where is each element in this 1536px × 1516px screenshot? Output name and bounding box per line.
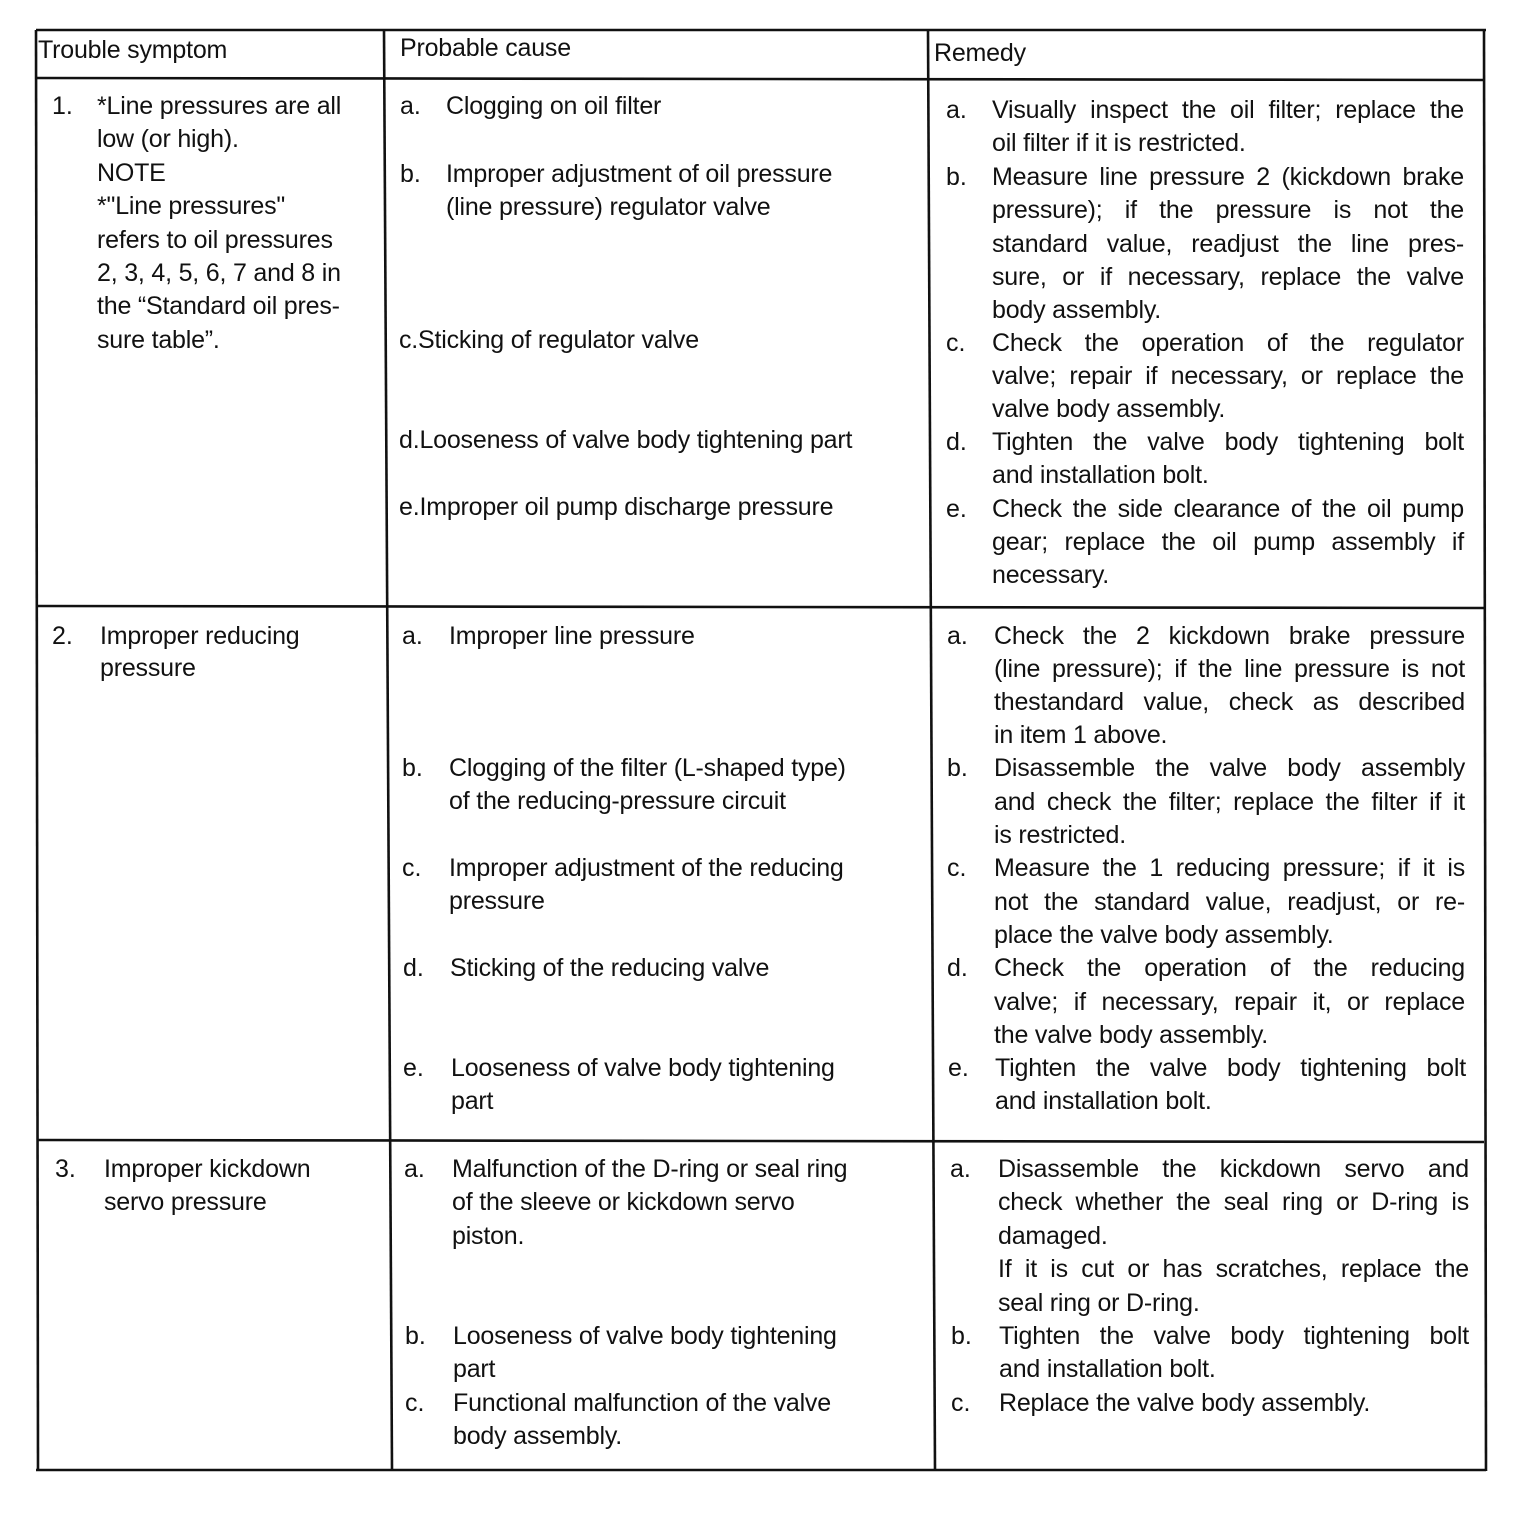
row-number: 1. [52,92,73,120]
remedy-line: is restricted. [994,821,1126,849]
symptom-line: sure table”. [97,326,220,354]
cause-letter: d. [403,954,424,982]
cause-line: of the sleeve or kickdown servo [452,1188,795,1216]
remedy-line: If it is cut or has scratches, replace the [998,1255,1469,1283]
remedy-line: Measure the 1 reducing pressure; if it is [994,854,1465,882]
remedy-line: thestandard value, check as described [994,688,1465,716]
cause-line: Functional malfunction of the valve [453,1389,831,1417]
cause-letter: a. [400,92,421,120]
remedy-line: gear; replace the oil pump assembly if [992,528,1464,556]
remedy-letter: c. [946,329,966,357]
symptom-line: the “Standard oil pres- [97,292,340,320]
remedy-letter: d. [946,428,967,456]
remedy-letter: e. [948,1054,969,1082]
cause-line: Clogging of the filter (L-shaped type) [449,754,846,782]
remedy-letter: b. [951,1322,972,1350]
remedy-letter: c. [951,1389,971,1417]
cause-line: Clogging on oil filter [446,92,662,120]
remedy-line: Visually inspect the oil filter; replace the [992,96,1464,124]
cause-letter: e. [403,1054,424,1082]
symptom-line: servo pressure [104,1188,267,1216]
cause-line: of the reducing-pressure circuit [449,787,786,815]
remedy-letter: a. [947,622,968,650]
remedy-line: place the valve body assembly. [994,921,1334,949]
cause-line: body assembly. [453,1422,623,1450]
symptom-line: NOTE [97,159,166,187]
header-probable-cause: Probable cause [400,34,571,62]
remedy-line: and installation bolt. [995,1087,1212,1115]
remedy-line: seal ring or D-ring. [998,1289,1200,1317]
cause-line: part [451,1087,494,1115]
row-number: 3. [55,1155,76,1183]
remedy-line: body assembly. [992,296,1162,324]
remedy-line: and check the filter; replace the filter if it [994,788,1465,816]
remedy-line: Check the 2 kickdown brake pressure [994,622,1465,650]
remedy-line: Tighten the valve body tightening bolt [999,1322,1469,1350]
remedy-letter: c. [947,854,967,882]
remedy-line: Replace the valve body assembly. [999,1389,1371,1417]
remedy-letter: a. [950,1155,971,1183]
remedy-line: the valve body assembly. [994,1021,1269,1049]
remedy-line: and installation bolt. [992,461,1209,489]
row-number: 2. [52,622,73,650]
remedy-line: Check the operation of the reducing [994,954,1465,982]
remedy-line: Measure line pressure 2 (kickdown brake [992,163,1464,191]
remedy-line: check whether the seal ring or D-ring is [998,1188,1469,1216]
symptom-line: low (or high). [97,125,239,153]
cause-line: Improper line pressure [449,622,695,650]
remedy-line: not the standard value, readjust, or re- [994,888,1465,916]
remedy-line: Tighten the valve body tightening bolt [995,1054,1466,1082]
remedy-line: Check the operation of the regulator [992,329,1464,357]
cause-letter: a. [402,622,423,650]
remedy-line: Disassemble the kickdown servo and [998,1155,1469,1183]
cause-letter: b. [400,160,421,188]
cause-line: c.Sticking of regulator valve [399,326,699,354]
remedy-line: in item 1 above. [994,721,1168,749]
remedy-letter: b. [947,754,968,782]
remedy-line: (line pressure); if the line pressure is not [994,655,1465,683]
remedy-letter: b. [946,163,967,191]
cause-letter: c. [402,854,422,882]
cause-line: part [453,1355,496,1383]
cause-line: Looseness of valve body tightening [451,1054,835,1082]
remedy-line: Tighten the valve body tightening bolt [992,428,1464,456]
remedy-line: standard value, readjust the line pres- [992,230,1464,258]
cause-line: Improper adjustment of oil pressure [446,160,833,188]
remedy-letter: e. [946,495,967,523]
remedy-line: valve; if necessary, repair it, or replace [994,988,1465,1016]
symptom-line: pressure [100,654,196,682]
cause-line: piston. [452,1222,525,1250]
symptom-line: *Line pressures are all [97,92,342,120]
cause-line: Improper adjustment of the reducing [449,854,844,882]
cause-line: d.Looseness of valve body tightening part [399,426,853,454]
symptom-line: *"Line pressures" [97,192,286,220]
cause-line: (line pressure) regulator valve [446,193,771,221]
remedy-line: valve body assembly. [992,395,1226,423]
cause-line: e.Improper oil pump discharge pressure [399,493,834,521]
remedy-letter: a. [946,96,967,124]
header-trouble-symptom: Trouble symptom [38,36,228,64]
remedy-line: and installation bolt. [999,1355,1216,1383]
symptom-line: Improper reducing [100,622,300,650]
cause-line: pressure [449,887,545,915]
remedy-line: valve; repair if necessary, or replace the [992,362,1464,390]
symptom-line: Improper kickdown [104,1155,311,1183]
remedy-line: damaged. [998,1222,1108,1250]
cause-line: Sticking of the reducing valve [450,954,770,982]
cause-letter: c. [405,1389,425,1417]
remedy-line: necessary. [992,561,1110,589]
symptom-line: refers to oil pressures [97,226,333,254]
remedy-line: pressure); if the pressure is not the [992,196,1464,224]
symptom-line: 2, 3, 4, 5, 6, 7 and 8 in [97,259,341,287]
header-remedy: Remedy [934,39,1026,67]
remedy-line: oil filter if it is restricted. [992,129,1246,157]
cause-line: Malfunction of the D-ring or seal ring [452,1155,848,1183]
cause-letter: b. [402,754,423,782]
remedy-line: sure, or if necessary, replace the valve [992,263,1464,291]
remedy-line: Check the side clearance of the oil pump [992,495,1464,523]
remedy-line: Disassemble the valve body assembly [994,754,1465,782]
cause-line: Looseness of valve body tightening [453,1322,837,1350]
cause-letter: b. [405,1322,426,1350]
cause-letter: a. [404,1155,425,1183]
remedy-letter: d. [947,954,968,982]
